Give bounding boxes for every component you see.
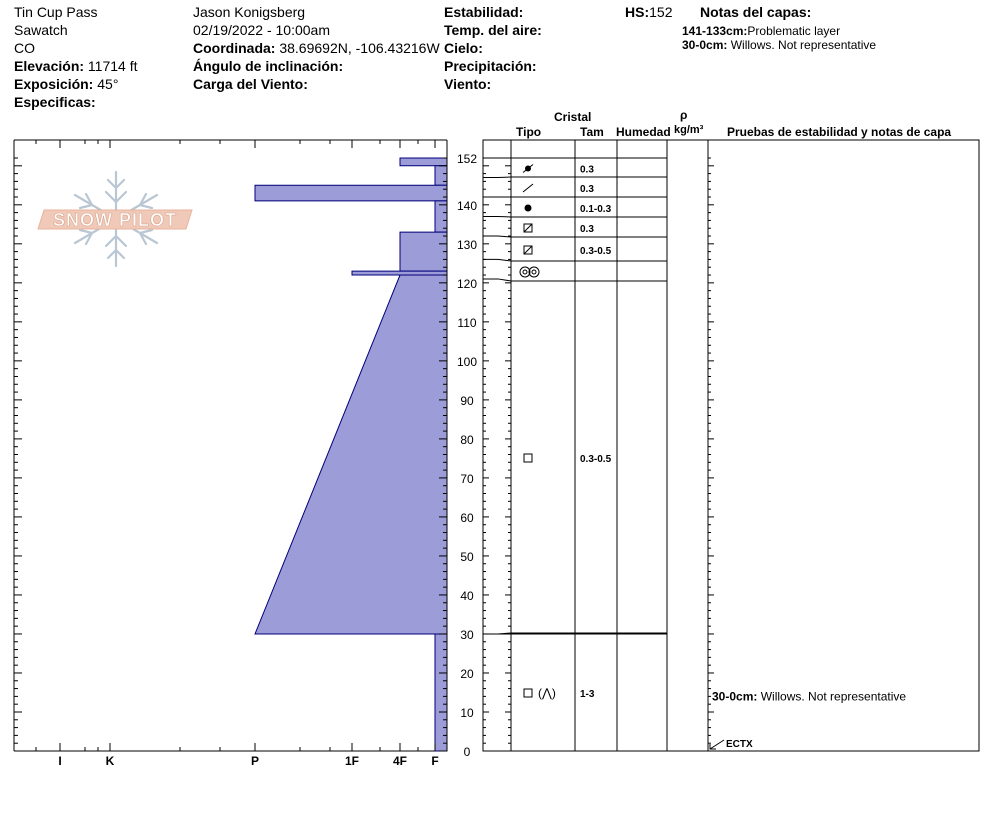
height-tick-label: 40 xyxy=(460,588,474,603)
height-tick-label: 10 xyxy=(460,705,474,720)
hs-value: 152 xyxy=(649,4,673,20)
stability-label: Estabilidad: xyxy=(444,4,524,20)
crystal-header: Cristal xyxy=(554,110,592,124)
grain-size-value: 0.3-0.5 xyxy=(580,454,612,465)
sky-label: Cielo: xyxy=(444,40,483,56)
aspect-label: Exposición: xyxy=(14,76,94,92)
layer-connector xyxy=(483,279,511,281)
height-tick-label: 20 xyxy=(460,666,474,681)
grain-size-value: 0.3 xyxy=(580,224,594,235)
density-header: kg/m³ xyxy=(674,124,704,136)
observer-name: Jason Konigsberg xyxy=(193,4,306,20)
height-tick-label: 80 xyxy=(460,432,474,447)
melt-freeze-grain-icon-inner xyxy=(523,270,527,274)
stability-note-text: Willows. Not representative xyxy=(760,689,907,704)
layer-connector xyxy=(483,259,511,261)
moisture-header: Humedad xyxy=(616,125,671,139)
rounded-grain-icon xyxy=(525,205,532,212)
height-tick-label: 90 xyxy=(460,393,474,408)
hardness-label: K xyxy=(105,754,115,768)
precip-label: Precipitación: xyxy=(444,58,537,74)
height-tick-label: 30 xyxy=(460,627,474,642)
height-tick-label: 130 xyxy=(456,237,478,252)
stability-note xyxy=(712,689,906,703)
stability-note-range: 30-0cm: xyxy=(712,689,761,704)
mountain-range: Sawatch xyxy=(14,22,68,38)
melt-freeze-grain-icon-inner-2 xyxy=(532,270,536,274)
rho-header: ρ xyxy=(680,108,688,122)
layer-note-text: Willows. Not representative xyxy=(730,38,877,52)
hardness-segment xyxy=(255,185,447,201)
layer-notes-label: Notas del capas: xyxy=(700,4,812,20)
height-tick-label: 120 xyxy=(456,276,478,291)
state: CO xyxy=(14,40,35,56)
elevation-value: 11714 ft xyxy=(87,58,138,74)
hardness-segment xyxy=(352,271,447,275)
layer-note-range: 141-133cm: xyxy=(682,24,748,38)
layer-note-range: 30-0cm: xyxy=(682,38,728,52)
coord-value: 38.69692N, -106.43216W xyxy=(279,40,440,56)
faceted-grain-icon xyxy=(524,454,532,462)
logo-text: SNOW PILOT xyxy=(53,210,177,230)
elevation-label: Elevación: xyxy=(14,58,85,74)
faceted-grain-icon xyxy=(524,689,532,697)
snowpilot-logo xyxy=(38,172,192,266)
height-tick-label: 50 xyxy=(460,549,474,564)
grain-size-value: 0.3 xyxy=(580,164,594,176)
hardness-label: 4F xyxy=(392,754,408,768)
hardness-segment xyxy=(400,232,447,271)
height-tick-label: 100 xyxy=(456,354,478,369)
hs-label: HS: xyxy=(625,4,650,20)
fragmented-grain-icon xyxy=(523,184,533,192)
height-tick-label: 110 xyxy=(457,315,477,330)
grain-size-value: 1-3 xyxy=(580,689,595,700)
hardness-segment xyxy=(435,166,447,186)
hardness-label: 1F xyxy=(344,754,360,768)
hardness-profile xyxy=(255,158,447,751)
grain-size-value: 0.3 xyxy=(580,184,594,195)
location-name: Tin Cup Pass xyxy=(14,4,98,20)
grain-size-value: 0.3-0.5 xyxy=(580,246,612,257)
coord-label: Coordinada: xyxy=(193,40,276,56)
ectx-test-label: ECTX xyxy=(726,739,753,750)
tests-header: Pruebas de estabilidad y notas de capa xyxy=(727,125,952,139)
slope-label: Ángulo de inclinación: xyxy=(193,58,344,74)
layer-connector xyxy=(483,236,511,237)
hardness-segment xyxy=(435,201,447,232)
hardness-label: P xyxy=(250,754,260,768)
specifics-label: Especificas: xyxy=(14,94,96,110)
hardness-segment xyxy=(400,158,447,166)
faceted-rounded-grain-icon-diag xyxy=(524,246,532,254)
layer-note-text: Problematic layer xyxy=(747,24,841,38)
height-tick-label: 152 xyxy=(456,152,478,166)
ectx-arrow-icon xyxy=(710,740,724,749)
height-tick-label: 0 xyxy=(463,745,471,759)
wind-load-label: Carga del Viento: xyxy=(193,76,308,92)
grain-table xyxy=(483,140,979,751)
size-header: Tam xyxy=(580,125,604,139)
aspect-value: 45° xyxy=(97,76,119,92)
air-temp-label: Temp. del aire: xyxy=(444,22,542,38)
wind-label: Viento: xyxy=(444,76,492,92)
height-tick-label: 70 xyxy=(460,471,474,486)
faceted-rounded-grain-icon-diag xyxy=(524,224,532,232)
hardness-label: F xyxy=(431,754,439,768)
depth-hoar-grain-icon: (⋀) xyxy=(538,686,556,700)
height-tick-label: 140 xyxy=(456,198,478,213)
grain-size-value: 0.1-0.3 xyxy=(580,204,612,215)
stability-tests-column xyxy=(710,689,906,750)
table-border xyxy=(483,140,979,751)
layer-connector xyxy=(483,177,511,178)
observation-datetime: 02/19/2022 - 10:00am xyxy=(193,22,330,38)
hardness-segment xyxy=(435,634,447,751)
height-tick-label: 60 xyxy=(460,510,474,525)
hardness-label: I xyxy=(58,754,62,768)
hardness-segment xyxy=(255,275,447,634)
type-header: Tipo xyxy=(516,125,542,139)
